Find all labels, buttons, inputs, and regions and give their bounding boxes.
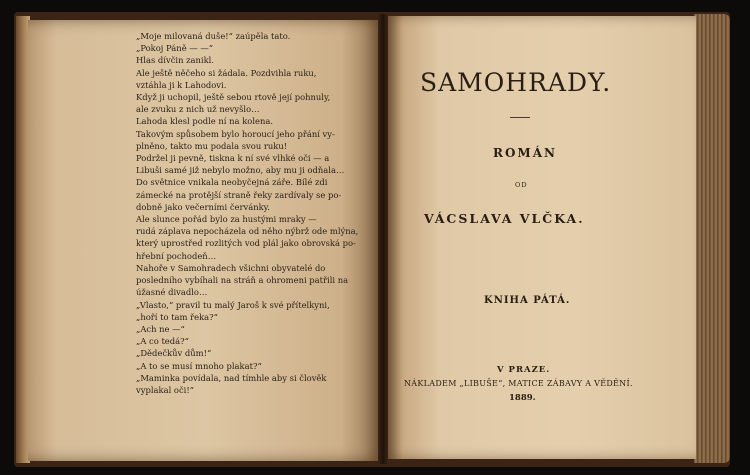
text-line: posledního vybíhali na stráň a ohromeni patřili na [136, 275, 349, 286]
text-line: Ale ještě něčeho si žádala. Pozdvihla ruku, [136, 67, 317, 78]
text-line: Lahoda klesl podle ní na kolena. [136, 116, 274, 127]
publication-city: V PRAZE. [497, 365, 551, 375]
book-gutter [378, 14, 388, 464]
author-name: VÁCSLAVA VLČKA. [424, 211, 585, 226]
text-line: „Ach ne —“ [136, 324, 185, 335]
left-page-text-block-1 [136, 30, 366, 262]
by-label: OD [515, 181, 528, 189]
publisher-line: NÁKLADEM „LIBUŠE“, MATICE ZÁBAVY A VĚDĚNÍ. [404, 379, 633, 388]
text-line: hřební pochodeň… [136, 250, 217, 261]
text-line: Nahoře v Samohradech všichni obyvatelé do [136, 263, 326, 273]
text-line: ale zvuku z nich už nevyšlo… [136, 104, 260, 115]
genre-label: ROMÁN [493, 146, 557, 160]
left-page-text-block-2 [136, 262, 366, 396]
text-line: „hoří to tam řeka?“ [136, 311, 218, 322]
text-line: úžasné divadlo… [136, 287, 208, 298]
text-line: „Vlasto,“ pravil tu malý Jaroš k své přítelkyni, [136, 299, 330, 310]
text-line: zámecké na protější straně řeky zardívaly se po- [136, 189, 342, 200]
page-edges-right [694, 14, 730, 463]
text-line: Když ji uchopil, ještě sebou rtově její pohnuly, [136, 92, 331, 103]
text-line: „Pokoj Páně — —“ [136, 43, 214, 54]
text-line: který uprostřed rozlitých vod plál jako obrovská po- [136, 238, 356, 249]
publication-year: 1889. [509, 393, 536, 403]
text-line: Ale slunce pořád bylo za hustými mraky — [136, 214, 317, 225]
text-line: plněno, takto mu podala svou ruku! [136, 140, 288, 151]
text-line: Takovým spůsobem bylo horoucí jeho přání vy- [136, 128, 335, 139]
book-title: SAMOHRADY. [420, 68, 612, 97]
text-line: „A co tedá?“ [136, 336, 189, 347]
text-line: vyplakal oči!“ [136, 385, 194, 396]
text-line: Libuši samé již nebylo možno, aby mu ji odňala… [136, 165, 345, 176]
text-line: Hlas dívčin zanikl. [136, 55, 215, 66]
text-line: dobně jako večerními červánky. [136, 201, 270, 212]
text-line: rudá záplava nepocházela od něho nýbrž ode mlýna, [136, 226, 359, 237]
text-line: „Dědečkův dům!“ [136, 348, 212, 359]
text-line: Do světnice vnikala neobyčejná záře. Bílé zdi [136, 177, 328, 188]
text-line: „A to se musí mnoho plakat?“ [136, 360, 262, 371]
text-line: vztáhla ji k Lahodovi. [136, 79, 227, 90]
title-divider [510, 117, 530, 118]
text-line: „Maminka povídala, nad tímhle aby si člověk [136, 372, 327, 383]
book-part-label: KNIHA PÁTÁ. [484, 295, 571, 306]
text-line: „Moje milovaná duše!“ zaúpěla tato. [136, 31, 291, 41]
text-line: Podržel ji pevně, tiskna k ní své vlhké oči — a [136, 153, 330, 164]
